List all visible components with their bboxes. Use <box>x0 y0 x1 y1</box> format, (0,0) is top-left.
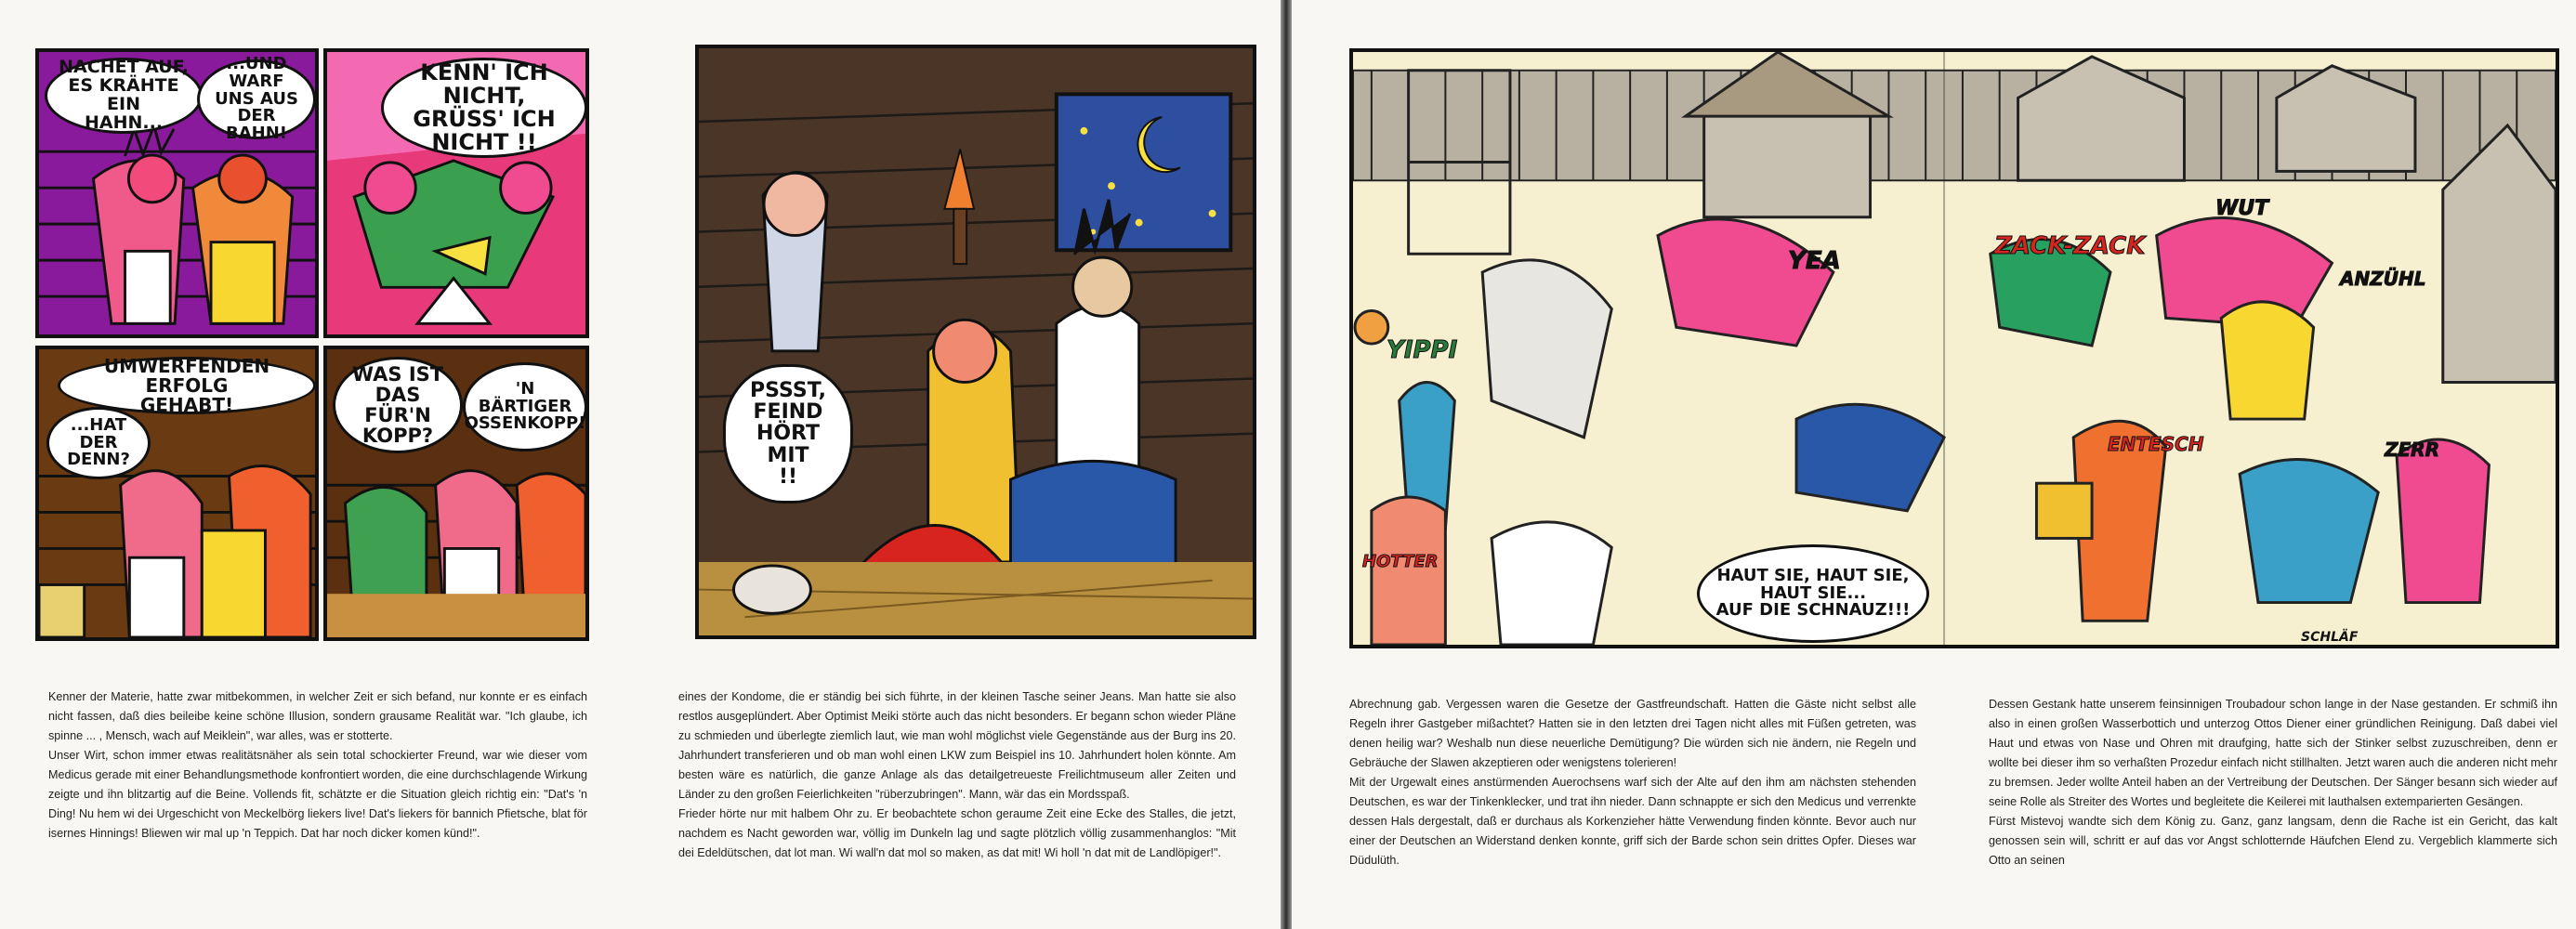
speech-balloon: 'N BÄRTIGER OSSENKOPP! <box>463 362 587 451</box>
sound-effect: ENTESCH <box>2108 433 2204 455</box>
comic-panel-6 <box>1349 48 2559 648</box>
sound-effect: ZACK-ZACK <box>1994 232 2146 260</box>
speech-balloon: WAS IST DAS FÜR'N KOPP? <box>333 357 463 453</box>
comic-panel-3 <box>35 346 319 641</box>
paragraph: Dessen Gestank hatte unserem feinsinnigen Troubadour schon lange in der Nase gestanden. Er schmiß ihn also in einen großen Wasserbottich und unterzog Ottos Diener einer gründlichen Reinigung. Daß dabei viel Haut und etwas von Nase und Ohren mit draufging, hatte sich der Stinker selbst zuzuschreiben, denn er wollte bei dieser ihm so verhaßten Prozedur einfach nicht stillhalten. Jetzt waren auch die anderen nicht mehr zu bremsen. Jeder wollte Anteil haben an der Vertreibung der Deutschen. Der Sänger besann sich wieder auf seine Rolle als Streiter des Wortes und begleitete die Keilerei mit lauthalsen extemparierten Gesängen. <box>1989 698 2557 808</box>
comic-panel-1 <box>35 48 319 338</box>
paragraph: Abrechnung gab. Vergessen waren die Gesetze der Gastfreundschaft. Hatten die Gäste nicht selbst alle Regeln ihrer Gastgeber mißachtet? Hatten sie in den letzten drei Tagen nicht alles mit Füßen getreten, was denen heilig war? Weshalb nun diese neuerliche Demütigung? Die würden sich nie ändern, nie Regeln und Gebräuche der Slawen akzeptieren oder wenigstens tolerieren! <box>1349 698 1916 769</box>
paragraph: Fürst Mistevoj wandte sich dem König zu. Ganz, ganz langsam, denn die Rache ist ein Gericht, das kalt genossen sein will, schritt er auf das vor Angst schlotternde Häufchen Elend zu. Vergeblich klammerte sich Otto an seinen <box>1989 815 2557 867</box>
paragraph: Kenner der Materie, hatte zwar mitbekommen, in welcher Zeit er sich befand, nur konnte er es einfach nicht fassen, daß dies beileibe keine schöne Illusion, sondern grausame Realität war. "Ich glaube, ich spinne ... , Mensch, wach auf Meiklein", war alles, was er stotterte. <box>48 690 587 742</box>
comic-panel-5 <box>695 45 1256 639</box>
paragraph: Frieder hörte nur mit halbem Ohr zu. Er beobachtete schon geraume Zeit eine Ecke des Stalles, die jetzt, nachdem es Nacht geworden war, völlig im Dunkeln lag und sagte plötzlich völlig zusammenhanglos: "Mit dei Edeldütschen, dat lot man. Wi wall'n dat mol so maken, as dat mit! Wi holl 'n dat mit de Landlöpiger!". <box>678 807 1236 859</box>
paragraph: eines der Kondome, die er ständig bei sich führte, in der kleinen Tasche seiner Jeans. Man hatte sie also restlos ausgeplündert. Aber Optimist Meiki störte auch das nicht besonders. Er begann schon wieder Pläne zu schmieden und überlegte ziemlich laut, wie man wohl möglichst viele Gegenstände aus der Burg ins 20. Jahrhundert transferieren und ob man wohl einen LKW zum Beispiel ins 10. Jahrhundert holen könnte. Am besten wäre es natürlich, die ganze Anlage als das detailgetreueste Freilichtmuseum aller Zeiten und Länder zu den großen Feierlichkeiten "rüberzubringen". Mann, wär das ein Mordsspaß. <box>678 690 1236 801</box>
paragraph: Mit der Urgewalt eines anstürmenden Auerochsens warf sich der Alte auf den ihm am nächsten stehenden Deutschen, es war der Tinkenklecker, und trat ihn nieder. Dann schnappte er sich den Medicus und verrenkte dessen Hals dergestalt, daß er durchaus als Korkenzieher hätte Verwendung finden könnte. Bevor auch nur einer der Deutschen an Widerstand denken konnte, griff sich der Barde schon sein drittes Opfer. Dieses war Düdulüth. <box>1349 776 1916 867</box>
speech-balloon: UMWERFENDEN ERFOLG GEHABT! <box>58 357 316 414</box>
sound-effect: YIPPI <box>1387 336 1458 364</box>
panel-5-art <box>699 48 1253 635</box>
speech-balloon: NACHET AUF, ES KRÄHTE EIN HAHN... <box>45 58 203 134</box>
sound-effect: YEA <box>1788 247 1841 275</box>
comic-panel-4 <box>323 346 589 641</box>
speech-balloon: HAUT SIE, HAUT SIE, HAUT SIE... AUF DIE SCHNAUZ!!! <box>1697 544 1929 643</box>
sound-effect: ZERR <box>2385 438 2439 461</box>
paragraph: Unser Wirt, schon immer etwas realitätsnäher als sein total schockierter Freund, war wie dieser vom Medicus gerade mit einer Behandlungsmethode konfrontiert worden, die eine durchschlagende Wirkung zeigte und ihn blitzartig auf die Beine. Vollends fit, schätzte er die Situation gleich richtig ein: "Dat's 'n Ding! Nu hem wi dei Urgeschicht von Meckelbörg liekers live! Dat's liekers för bannich Pfietsche, blat för isernes Hinnings! Bliewen wir mal up 'n Teppich. Dat har noch dicker komen künd!". <box>48 749 587 840</box>
panel-6-art <box>1353 52 2556 645</box>
speech-balloon: ...HAT DER DENN? <box>46 407 151 479</box>
sound-effect: HOTTER <box>1362 552 1439 571</box>
book-gutter <box>1281 0 1292 929</box>
artist-signature: SCHLÄF <box>2301 630 2359 645</box>
speech-balloon: KENN' ICH NICHT, GRÜSS' ICH NICHT !! <box>381 58 587 158</box>
text-column-1 <box>48 687 587 844</box>
text-column-2 <box>678 687 1236 863</box>
speech-balloon: PSSST, FEIND HÖRT MIT !! <box>723 364 853 504</box>
comic-panel-2 <box>323 48 589 338</box>
speech-balloon: ...UND WARF UNS AUS DER BAHN! <box>197 59 316 139</box>
text-column-3 <box>1349 695 1916 870</box>
text-column-4 <box>1989 695 2557 870</box>
sound-effect: WUT <box>2215 197 2269 220</box>
right-page <box>1292 0 2576 929</box>
left-page <box>0 0 1281 929</box>
sound-effect: ANZÜHL <box>2340 268 2426 290</box>
